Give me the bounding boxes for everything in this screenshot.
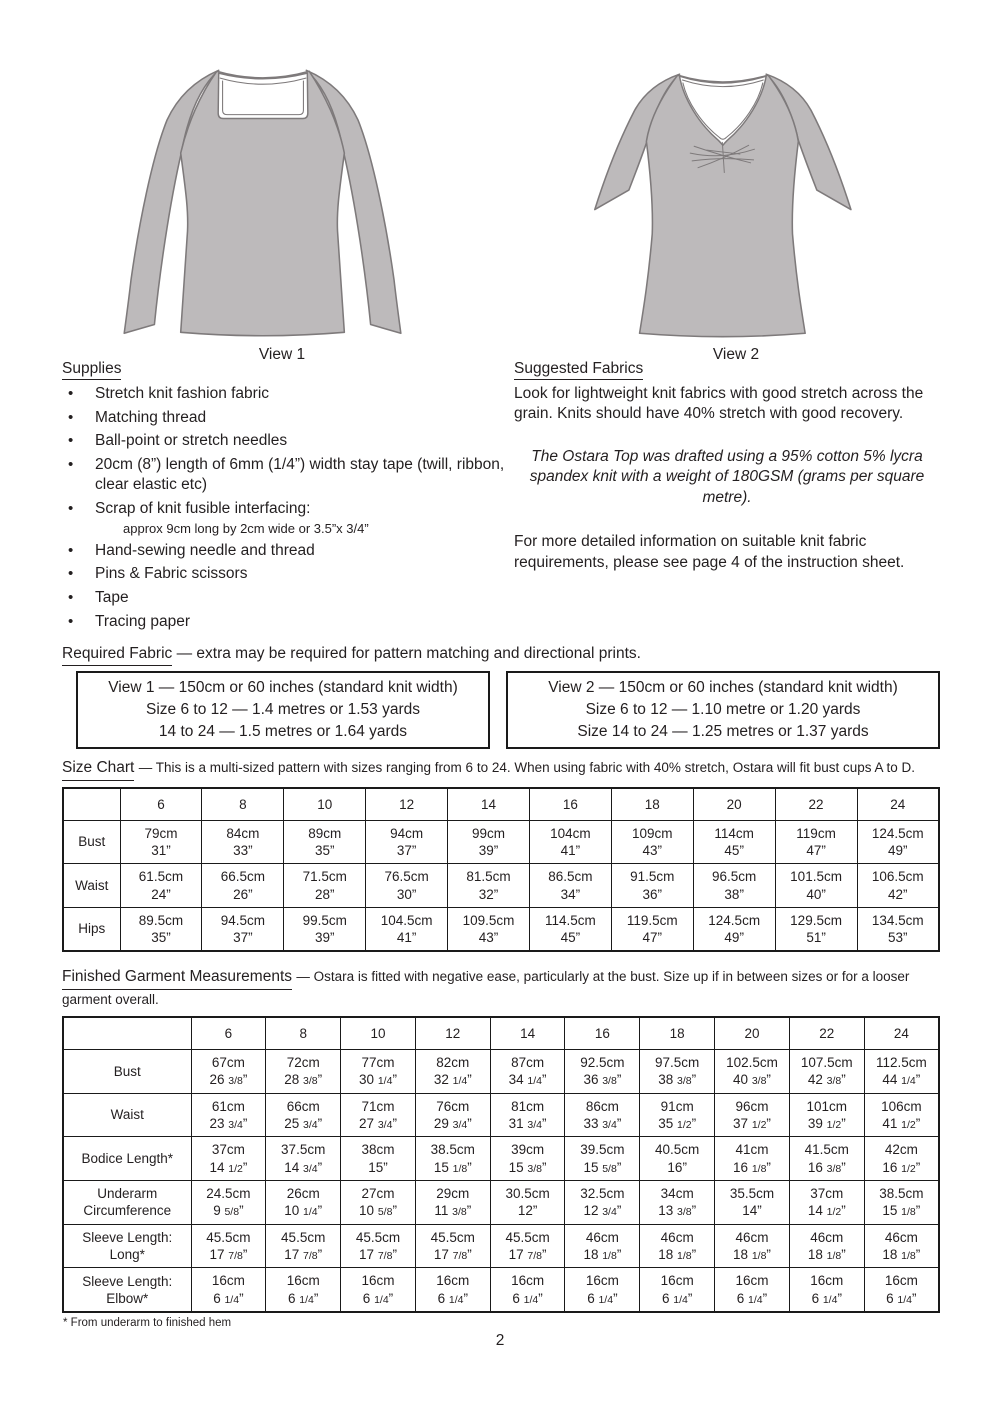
measurement-value-cell: 106.5cm 42” (857, 864, 939, 908)
measurement-value-cell: 32.5cm 12 3/4” (565, 1181, 640, 1225)
measurement-value-cell: 16cm 6 1/4” (565, 1268, 640, 1312)
measurement-value-cell: 107.5cm 42 3/8” (789, 1049, 864, 1093)
size-chart-table (62, 787, 940, 953)
measurement-value-cell: 87cm 34 1/4” (490, 1049, 565, 1093)
supply-item: • Matching thread (62, 408, 510, 428)
size-chart-lead (62, 758, 940, 780)
size-header-cell: 12 (366, 788, 448, 821)
supply-item: • Scrap of knit fusible interfacing: approx 9cm long by 2cm wide or 3.5”x 3/4” (62, 499, 510, 537)
measurement-value-cell: 84cm 33” (202, 820, 284, 864)
measurement-value-cell: 94cm 37” (366, 820, 448, 864)
required-fabric-boxes (76, 671, 940, 749)
measurement-value-cell: 134.5cm 53” (857, 907, 939, 951)
fabric-requirement-line: Size 14 to 24 — 1.25 metres or 1.37 yards (577, 722, 869, 740)
table-row (63, 1224, 939, 1268)
supply-item: • Hand-sewing needle and thread (62, 541, 510, 561)
measurement-value-cell: 106cm 41 1/2” (864, 1093, 939, 1137)
measurement-value-cell: 66cm 25 3/4” (266, 1093, 341, 1137)
measurement-value-cell: 89.5cm 35” (120, 907, 202, 951)
view2-caption: View 2 (712, 346, 760, 363)
measurement-value-cell: 67cm 26 3/8” (191, 1049, 266, 1093)
fabric-requirement-line: Size 6 to 12 — 1.10 metre or 1.20 yards (585, 700, 861, 718)
measurement-value-cell: 46cm 18 1/8” (789, 1224, 864, 1268)
measurement-value-cell: 61cm 23 3/4” (191, 1093, 266, 1137)
measurement-value-cell: 66.5cm 26” (202, 864, 284, 908)
measurement-value-cell: 16cm 6 1/4” (341, 1268, 416, 1312)
measurement-value-cell: 45.5cm 17 7/8” (490, 1224, 565, 1268)
measurement-label-cell: Waist (63, 864, 120, 908)
measurement-value-cell: 39.5cm 15 5/8” (565, 1137, 640, 1181)
table-row (63, 820, 939, 864)
size-header-cell: 22 (775, 788, 857, 821)
measurement-value-cell: 109cm 43” (611, 820, 693, 864)
measurement-value-cell: 24.5cm 9 5/8” (191, 1181, 266, 1225)
table-row (63, 1181, 939, 1225)
measurement-value-cell: 45.5cm 17 7/8” (266, 1224, 341, 1268)
measurement-label-cell: Underarm Circumference (63, 1181, 191, 1225)
size-header-cell: 10 (341, 1017, 416, 1050)
size-chart-tail: — This is a multi-sized pattern with sizes ranging from 6 to 24. When using fabric with 40% stretch, Ostara will fit bust cups A to D. (138, 760, 916, 776)
measurement-value-cell: 46cm 18 1/8” (715, 1224, 790, 1268)
garment-illustrations (62, 0, 940, 363)
measurement-value-cell: 37cm 14 1/2” (789, 1181, 864, 1225)
table-row (63, 1049, 939, 1093)
corner-cell (63, 788, 120, 821)
measurement-value-cell: 81.5cm 32” (448, 864, 530, 908)
measurement-value-cell: 38cm 15” (341, 1137, 416, 1181)
measurement-value-cell: 71cm 27 3/4” (341, 1093, 416, 1137)
fabric-requirement-line: View 2 — 150cm or 60 inches (standard knit width) (548, 679, 898, 697)
size-header-cell: 22 (789, 1017, 864, 1050)
table-footnote: * From underarm to finished hem (63, 1317, 232, 1330)
measurement-value-cell: 41.5cm 16 3/8” (789, 1137, 864, 1181)
fabric-requirement-line: Size 6 to 12 — 1.4 metres or 1.53 yards (146, 700, 420, 718)
size-header-cell: 16 (565, 1017, 640, 1050)
measurement-value-cell: 45.5cm 17 7/8” (191, 1224, 266, 1268)
size-header-cell: 6 (191, 1017, 266, 1050)
size-header-cell: 10 (284, 788, 366, 821)
measurement-value-cell: 86.5cm 34” (529, 864, 611, 908)
measurement-value-cell: 72cm 28 3/8” (266, 1049, 341, 1093)
measurement-value-cell: 26cm 10 1/4” (266, 1181, 341, 1225)
measurement-value-cell: 92.5cm 36 3/8” (565, 1049, 640, 1093)
measurement-value-cell: 39cm 15 3/8” (490, 1137, 565, 1181)
table-header-row (63, 788, 939, 821)
measurement-value-cell: 102.5cm 40 3/8” (715, 1049, 790, 1093)
measurement-value-cell: 81cm 31 3/4” (490, 1093, 565, 1137)
size-header-cell: 6 (120, 788, 202, 821)
measurement-value-cell: 46cm 18 1/8” (565, 1224, 640, 1268)
measurement-value-cell: 30.5cm 12” (490, 1181, 565, 1225)
table-row (63, 1268, 939, 1312)
measurement-value-cell: 104.5cm 41” (366, 907, 448, 951)
suggested-fabrics-section (510, 360, 940, 635)
size-header-cell: 12 (415, 1017, 490, 1050)
measurement-value-cell: 41cm 16 1/8” (715, 1137, 790, 1181)
measurement-value-cell: 86cm 33 3/4” (565, 1093, 640, 1137)
measurement-value-cell: 82cm 32 1/4” (415, 1049, 490, 1093)
measurement-label-cell: Sleeve Length: Long* (63, 1224, 191, 1268)
measurement-value-cell: 112.5cm 44 1/4” (864, 1049, 939, 1093)
measurement-value-cell: 29cm 11 3/8” (415, 1181, 490, 1225)
suggested-fabrics-heading: Suggested Fabrics (514, 360, 643, 380)
measurement-value-cell: 91.5cm 36” (611, 864, 693, 908)
supply-item-note: approx 9cm long by 2cm wide or 3.5”x 3/4” (123, 520, 369, 536)
supply-item: • Pins & Fabric scissors (62, 564, 510, 584)
view2-figure (566, 44, 906, 363)
finished-measurements-lead (62, 967, 940, 1009)
page-number: 2 (495, 1332, 505, 1349)
measurement-value-cell: 40.5cm 16” (640, 1137, 715, 1181)
view2-garment-illustration (566, 44, 906, 344)
required-fabric-lead (62, 644, 940, 666)
measurement-value-cell: 119cm 47” (775, 820, 857, 864)
fabric-requirement-line: 14 to 24 — 1.5 metres or 1.64 yards (158, 722, 408, 740)
measurement-value-cell: 124.5cm 49” (693, 907, 775, 951)
measurement-value-cell: 37.5cm 14 3/4” (266, 1137, 341, 1181)
supply-item: • Tracing paper (62, 612, 510, 632)
supply-item: • Stretch knit fashion fabric (62, 384, 510, 404)
measurement-value-cell: 119.5cm 47” (611, 907, 693, 951)
measurement-value-cell: 89cm 35” (284, 820, 366, 864)
measurement-value-cell: 42cm 16 1/2” (864, 1137, 939, 1181)
measurement-value-cell: 27cm 10 5/8” (341, 1181, 416, 1225)
measurement-value-cell: 45.5cm 17 7/8” (415, 1224, 490, 1268)
view1-figure (104, 44, 460, 363)
size-header-cell: 14 (490, 1017, 565, 1050)
table-row (63, 907, 939, 951)
measurement-value-cell: 99cm 39” (448, 820, 530, 864)
measurement-value-cell: 96.5cm 38” (693, 864, 775, 908)
measurement-value-cell: 79cm 31” (120, 820, 202, 864)
measurement-value-cell: 129.5cm 51” (775, 907, 857, 951)
measurement-value-cell: 94.5cm 37” (202, 907, 284, 951)
size-header-cell: 18 (640, 1017, 715, 1050)
measurement-value-cell: 16cm 6 1/4” (490, 1268, 565, 1312)
view1-square-neckline (218, 73, 308, 118)
measurement-value-cell: 16cm 6 1/4” (191, 1268, 266, 1312)
size-header-cell: 24 (857, 788, 939, 821)
measurement-label-cell: Sleeve Length: Elbow* (63, 1268, 191, 1312)
measurement-value-cell: 16cm 6 1/4” (864, 1268, 939, 1312)
measurement-value-cell: 16cm 6 1/4” (266, 1268, 341, 1312)
measurement-value-cell: 96cm 37 1/2” (715, 1093, 790, 1137)
measurement-value-cell: 16cm 6 1/4” (715, 1268, 790, 1312)
measurement-value-cell: 101cm 39 1/2” (789, 1093, 864, 1137)
supply-item: • Tape (62, 588, 510, 608)
measurement-value-cell: 101.5cm 40” (775, 864, 857, 908)
supplies-heading: Supplies (62, 360, 121, 380)
size-chart-heading: Size Chart (62, 758, 134, 780)
required-fabric-heading: Required Fabric (62, 644, 172, 666)
measurement-value-cell: 45.5cm 17 7/8” (341, 1224, 416, 1268)
measurement-value-cell: 76.5cm 30” (366, 864, 448, 908)
measurement-value-cell: 37cm 14 1/2” (191, 1137, 266, 1181)
table-row (63, 864, 939, 908)
supply-item: • Ball-point or stretch needles (62, 431, 510, 451)
measurement-value-cell: 34cm 13 3/8” (640, 1181, 715, 1225)
measurement-label-cell: Waist (63, 1093, 191, 1137)
measurement-value-cell: 16cm 6 1/4” (789, 1268, 864, 1312)
measurement-value-cell: 61.5cm 24” (120, 864, 202, 908)
size-header-cell: 24 (864, 1017, 939, 1050)
finished-measurements-table (62, 1016, 940, 1313)
measurement-label-cell: Bust (63, 820, 120, 864)
table-row (63, 1137, 939, 1181)
info-columns (62, 360, 940, 635)
view1-garment-illustration (104, 44, 460, 344)
measurement-label-cell: Bust (63, 1049, 191, 1093)
measurement-value-cell: 46cm 18 1/8” (864, 1224, 939, 1268)
measurement-label-cell: Bodice Length* (63, 1137, 191, 1181)
measurement-value-cell: 16cm 6 1/4” (640, 1268, 715, 1312)
size-header-cell: 16 (529, 788, 611, 821)
corner-cell (63, 1017, 191, 1050)
measurement-value-cell: 99.5cm 39” (284, 907, 366, 951)
supplies-list (62, 384, 510, 632)
supplies-section (62, 360, 510, 635)
measurement-value-cell: 114.5cm 45” (529, 907, 611, 951)
measurement-value-cell: 76cm 29 3/4” (415, 1093, 490, 1137)
required-fabric-box-view2 (506, 671, 940, 749)
finished-measurements-tail: — Ostara is fitted with negative ease, particularly at the bust. Size up if in between sizes or for a looser garment overall. (62, 969, 910, 1007)
measurement-value-cell: 35.5cm 14” (715, 1181, 790, 1225)
measurement-value-cell: 104cm 41” (529, 820, 611, 864)
size-header-cell: 20 (715, 1017, 790, 1050)
fabric-more-info-note: For more detailed information on suitable knit fabric requirements, please see page 4 of the instruction sheet. (514, 533, 905, 571)
size-header-cell: 8 (202, 788, 284, 821)
size-header-cell: 18 (611, 788, 693, 821)
measurement-value-cell: 38.5cm 15 1/8” (415, 1137, 490, 1181)
measurement-value-cell: 97.5cm 38 3/8” (640, 1049, 715, 1093)
measurement-value-cell: 46cm 18 1/8” (640, 1224, 715, 1268)
fabric-drafting-note: The Ostara Top was drafted using a 95% cotton 5% lycra spandex knit with a weight of 180GSM (grams per square metre). (529, 447, 925, 506)
size-header-cell: 8 (266, 1017, 341, 1050)
measurement-value-cell: 109.5cm 43” (448, 907, 530, 951)
fabric-requirement-line: View 1 — 150cm or 60 inches (standard knit width) (108, 679, 458, 697)
required-fabric-tail: — extra may be required for pattern matching and directional prints. (176, 645, 641, 663)
view1-caption: View 1 (258, 346, 306, 363)
size-header-cell: 14 (448, 788, 530, 821)
measurement-value-cell: 114cm 45” (693, 820, 775, 864)
measurement-value-cell: 124.5cm 49” (857, 820, 939, 864)
table-header-row (63, 1017, 939, 1050)
finished-measurements-heading: Finished Garment Measurements (62, 967, 292, 989)
suggested-fabrics-paragraph: Look for lightweight knit fabrics with good stretch across the grain. Knits should have 40% stretch with good recovery. (514, 385, 924, 423)
measurement-value-cell: 16cm 6 1/4” (415, 1268, 490, 1312)
required-fabric-box-view1 (76, 671, 490, 749)
table-row (63, 1093, 939, 1137)
measurement-value-cell: 71.5cm 28” (284, 864, 366, 908)
measurement-value-cell: 77cm 30 1/4” (341, 1049, 416, 1093)
measurement-value-cell: 91cm 35 1/2” (640, 1093, 715, 1137)
supply-item: • 20cm (8”) length of 6mm (1/4”) width stay tape (twill, ribbon, clear elastic etc) (62, 455, 510, 495)
measurement-value-cell: 38.5cm 15 1/8” (864, 1181, 939, 1225)
size-header-cell: 20 (693, 788, 775, 821)
measurement-label-cell: Hips (63, 907, 120, 951)
